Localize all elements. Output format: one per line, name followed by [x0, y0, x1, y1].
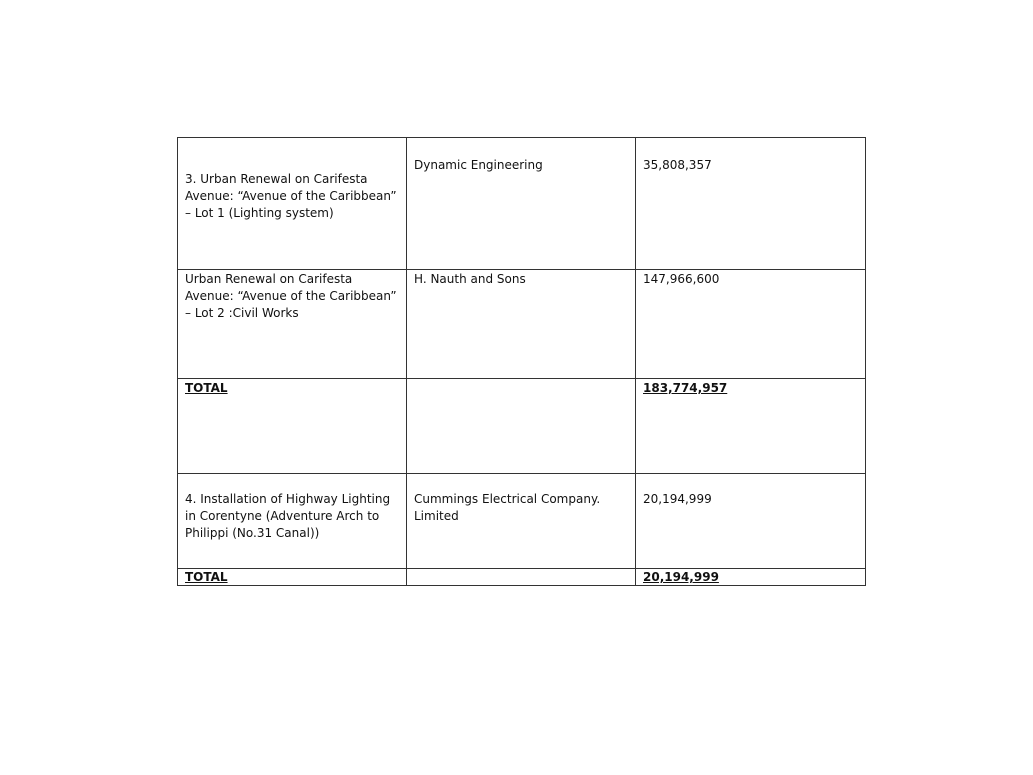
total-label: TOTAL	[178, 379, 407, 474]
project-cell: 3. Urban Renewal on Carifesta Avenue: “Avenue of the Caribbean” – Lot 1 (Lighting system)	[178, 138, 407, 270]
table-row	[178, 474, 866, 569]
contractor-cell	[407, 379, 636, 474]
contracts-table	[177, 137, 866, 586]
total-row	[178, 569, 866, 586]
total-label: TOTAL	[178, 569, 407, 586]
contractor-cell: Cummings Electrical Company. Limited	[407, 474, 636, 569]
project-cell: 4. Installation of Highway Lighting in Corentyne (Adventure Arch to Philippi (No.31 Canal))	[178, 474, 407, 569]
amount-cell: 20,194,999	[636, 474, 866, 569]
amount-cell: 35,808,357	[636, 138, 866, 270]
contractor-cell: Dynamic Engineering	[407, 138, 636, 270]
table-row	[178, 138, 866, 270]
project-cell: Urban Renewal on Carifesta Avenue: “Avenue of the Caribbean” – Lot 2 :Civil Works	[178, 270, 407, 379]
total-row	[178, 379, 866, 474]
total-amount: 20,194,999	[636, 569, 866, 586]
contractor-cell: H. Nauth and Sons	[407, 270, 636, 379]
total-amount: 183,774,957	[636, 379, 866, 474]
contractor-cell	[407, 569, 636, 586]
table-row	[178, 270, 866, 379]
amount-cell: 147,966,600	[636, 270, 866, 379]
